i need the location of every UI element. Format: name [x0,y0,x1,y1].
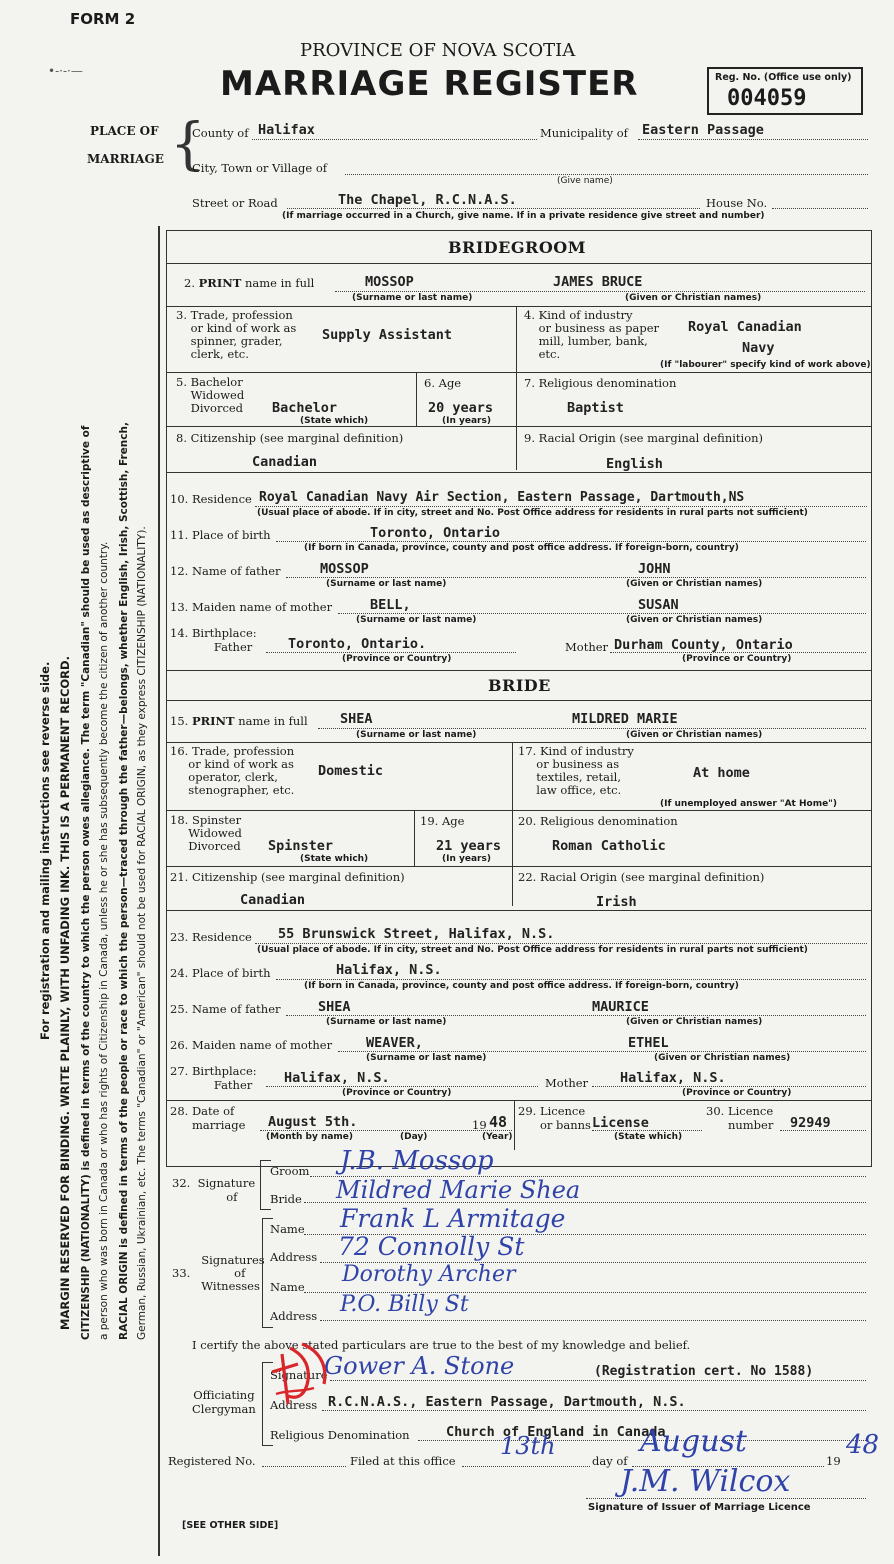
groom-birthplace-label: 11. Place of birth [170,528,271,542]
city-label: City, Town or Village of [192,161,328,175]
bride-religion: Roman Catholic [552,838,666,854]
witness1-address: 72 Connolly St [338,1232,525,1261]
see-other-side: [SEE OTHER SIDE] [182,1520,279,1531]
groom-surname-note: (Surname or last name) [352,293,473,303]
bride-mother-surname: WEAVER, [366,1035,423,1051]
bride-marital-label: 18. Spinster Widowed Divorced [170,813,242,853]
form-text: Racial Origin (see marginal definition) [539,870,765,884]
filed-day: 13th [500,1432,556,1460]
groom-father-birth: Toronto, Ontario. [288,636,427,652]
margin-line-1: For registration and mailing instructions see reverse side. [38,661,52,1040]
street-note: (If marriage occurred in a Church, give name. If in a private residence give street and number) [282,211,765,221]
margin-line-3: CITIZENSHIP (NATIONALITY) is defined in terms of the country to which the person owes allegiance. The term "Canadian" should be used as descriptive of [80,425,92,1340]
municipality-label: Municipality of [540,126,628,140]
groom-marital-label: 5. Bachelor Widowed Divorced [176,375,245,415]
form-number: FORM 2 [70,10,136,28]
groom-given: JAMES BRUCE [553,274,643,290]
form-text: Witnesses [201,1279,260,1293]
place-brace: { [170,112,206,177]
groom-religion-label: 7. Religious denomination [524,376,677,390]
form-text: Trade, profession [191,744,295,758]
form-text: (State which) [614,1132,683,1142]
form-text: clerk, etc. [190,347,249,361]
municipality-value: Eastern Passage [642,122,764,138]
groom-marital-note: (State which) [300,416,369,426]
labourer-note: (If "labourer" specify kind of work above) [660,360,871,370]
groom-residence: Royal Canadian Navy Air Section, Eastern Passage, Dartmouth,NS [259,490,745,505]
bride-marital: Spinster [268,838,334,854]
print-label: PRINT [198,276,242,290]
groom-mother-birth-note: (Province or Country) [682,654,792,664]
form-text: Age [438,376,462,390]
form-text: Widowed [190,388,245,402]
form-text: Kind of industry [539,744,634,758]
groom-mother-label: 13. Maiden name of mother [170,600,333,614]
licence-number: 92949 [790,1115,831,1131]
form-text: Name [270,1280,305,1294]
form-text: Age [441,814,465,828]
house-label: House No. [706,196,768,210]
bride-given: MILDRED MARIE [572,711,678,727]
official-stamp-mark [258,1334,338,1418]
groom-father-birth-note: (Province or Country) [342,654,452,664]
form-text: textiles, retail, [536,770,621,784]
bride-industry-label: 17. Kind of industry or business as textiles, retail, law office, etc. [518,744,634,797]
street-label: Street or Road [192,196,278,210]
groom-signature: J.B. Mossop [340,1146,494,1176]
witness1-name: Frank L Armitage [340,1204,566,1233]
bride-industry: At home [693,765,750,781]
city-note: (Give name) [557,176,613,186]
form-text: or business as [536,757,620,771]
clergyman-address: R.C.N.A.S., Eastern Passage, Dartmouth, N.S. [328,1394,686,1410]
reg-no-box [707,67,863,115]
form-text: day of [592,1454,628,1468]
groom-father-given: JOHN [638,561,671,577]
reg-no-label: Reg. No. (Office use only) [715,72,852,83]
form-text: Signature [197,1176,256,1190]
form-text: Father [213,1078,253,1092]
bride-citizenship: Canadian [240,892,306,908]
groom-mother-given: SUSAN [638,597,679,613]
form-text: etc. [538,347,561,361]
county-value: Halifax [258,122,315,138]
groom-surname: MOSSOP [365,274,414,290]
bride-trade-label: 16. Trade, profession or kind of work as operator, clerk, stenographer, etc. [170,744,295,797]
form-text: Citizenship (see marginal definition) [190,431,404,445]
form-text: Name of father [191,564,281,578]
groom-citizenship-label: 8. Citizenship (see marginal definition) [176,431,404,445]
bride-father-birth: Halifax, N.S. [284,1070,390,1086]
form-text: Registered No. [168,1454,256,1468]
witness2-name: Dorothy Archer [342,1262,516,1287]
form-text: or kind of work as [190,321,297,335]
groom-residence-label: 10. Residence [170,492,252,506]
form-text: of [226,1190,238,1204]
form-text: Place of birth [191,528,271,542]
issuer-label: Signature of Issuer of Marriage Licence [588,1502,811,1513]
unemployed-note: (If unemployed answer "At Home") [660,799,837,809]
binding-line [158,226,160,1556]
form-text: spinner, grader, [190,334,283,348]
county-label: County of [192,126,249,140]
form-text: Address [270,1309,318,1323]
form-text: Father [213,640,253,654]
bride-age: 21 years [436,838,502,854]
form-text: law office, etc. [536,783,622,797]
province-title: PROVINCE OF NOVA SCOTIA [300,40,576,61]
groom-section-title: BRIDEGROOM [448,238,586,257]
groom-birthplaces-label: 14. Birthplace: Father [170,626,257,654]
groom-residence-note: (Usual place of abode. If in city, street and No. Post Office address for residents in rural parts not sufficient) [257,508,808,518]
groom-religion: Baptist [567,400,624,416]
form-text: Kind of industry [538,308,633,322]
form-text: Licence [539,1104,586,1118]
name-in-full-label: name in full [244,276,315,290]
bride-mother-birth-note: (Province or Country) [682,1088,792,1098]
bride-racial: Irish [596,894,637,910]
form-text: Divorced [190,401,244,415]
form-frame [166,230,872,1167]
form-text: Trade, profession [190,308,293,322]
form-text: Birthplace: [191,1064,257,1078]
page-title: MARRIAGE REGISTER [220,64,639,104]
groom-mother-birth-label: Mother [565,640,609,654]
form-text: Address [270,1250,318,1264]
form-text: number [727,1118,774,1132]
groom-marital: Bachelor [272,400,338,416]
groom-father-surname: MOSSOP [320,561,369,577]
form-text: Place of birth [191,966,271,980]
form-text: Religious denomination [539,814,678,828]
bride-father-surname-note: (Surname or last name) [326,1017,447,1027]
registration-cert: (Registration cert. No 1588) [594,1364,814,1379]
bride-mother-surname-note: (Surname or last name) [366,1053,487,1063]
groom-birthplace: Toronto, Ontario [370,525,501,541]
place-label-1: PLACE OF [90,124,159,138]
witness2-address: P.O. Billy St [340,1292,469,1317]
bride-father-given: MAURICE [592,999,649,1015]
bride-signature: Mildred Marie Shea [336,1176,581,1204]
bride-father-birth-note: (Province or Country) [342,1088,452,1098]
groom-age-note: (In years) [442,416,491,426]
form-text: Signatures [201,1253,265,1267]
bride-mother-given-note: (Given or Christian names) [654,1053,791,1063]
groom-industry-label: 4. Kind of industry or business as paper mill, lumber, bank, etc. [524,308,660,361]
form-text: Residence [191,930,252,944]
issuer-signature: J.M. Wilcox [620,1464,791,1499]
form-text: operator, clerk, [188,770,278,784]
groom-father-given-note: (Given or Christian names) [626,579,763,589]
form-text: Date of [191,1104,235,1118]
form-text: Maiden name of mother [191,1038,333,1052]
form-text: (Month by name) [266,1132,354,1142]
form-text: Licence [727,1104,774,1118]
bride-mother-given: ETHEL [628,1035,669,1051]
pencil-mark: •-·-·— [48,64,83,78]
form-text: Citizenship (see marginal definition) [191,870,405,884]
form-text: or kind of work as [188,757,294,771]
form-text: Racial Origin (see marginal definition) [538,431,764,445]
bride-birthplace: Halifax, N.S. [336,962,442,978]
form-text: name in full [238,714,308,728]
bride-birth-note: (If born in Canada, province, county and post office address. If foreign-born, country) [304,981,739,991]
form-text: marriage [191,1118,246,1132]
form-text: Officiating [193,1388,255,1402]
clergyman-signature: Gower A. Stone [324,1352,515,1380]
form-text: PRINT [191,714,235,728]
bride-residence-note: (Usual place of abode. If in city, street and No. Post Office address for residents in rural parts not sufficient) [257,945,808,955]
groom-citizenship: Canadian [252,454,318,470]
form-text: Maiden name of mother [191,600,333,614]
filed-year: 48 [846,1430,880,1460]
groom-trade-label: 3. Trade, profession or kind of work as spinner, grader, clerk, etc. [176,308,297,361]
marriage-year: 48 [489,1113,508,1131]
groom-racial-label: 9. Racial Origin (see marginal definition) [524,431,764,445]
groom-age: 20 years [428,400,494,416]
form-text: of [234,1266,246,1280]
groom-mother-surname: BELL, [370,597,411,613]
bride-surname: SHEA [340,711,373,727]
licence-type: License [592,1115,649,1131]
form-text: Divorced [188,839,241,853]
margin-line-5: RACIAL ORIGIN is defined in terms of the people or race to which the person—traced through the father—belongs, whether English, Irish, Scottish, French, [118,422,130,1340]
form-text: stenographer, etc. [188,783,295,797]
reg-no: 004059 [727,86,807,111]
bride-section-title: BRIDE [488,676,551,695]
form-text: or business as paper [538,321,660,335]
groom-father-surname-note: (Surname or last name) [326,579,447,589]
form-text: mill, lumber, bank, [538,334,648,348]
denomination: Church of England in Canada [446,1424,666,1440]
form-text: Religious Denomination [270,1428,410,1442]
form-text: Residence [191,492,252,506]
bride-surname-note: (Surname or last name) [356,730,477,740]
margin-line-2: MARGIN RESERVED FOR BINDING. WRITE PLAINLY, WITH UNFADING INK. THIS IS A PERMANENT RECORD. [58,656,72,1330]
form-text: Signature [270,1368,328,1382]
groom-mother-surname-note: (Surname or last name) [356,615,477,625]
form-text: Widowed [188,826,242,840]
place-label-2: MARRIAGE [87,152,164,166]
groom-given-note: (Given or Christian names) [625,293,762,303]
bride-mother-birth: Halifax, N.S. [620,1070,726,1086]
bride-father-surname: SHEA [318,999,351,1015]
form-text: Religious denomination [538,376,677,390]
form-text: 19 [826,1454,841,1468]
marriage-date: August 5th. [268,1114,358,1130]
margin-line-6: German, Russian, Ukrainian, etc. The terms "Canadian" or "American" should not be used for RACIAL ORIGIN, as they express CITIZENSHIP (NATIONALITY). [136,526,148,1340]
form-text: Address [270,1398,318,1412]
form-text: Mother [545,1076,589,1090]
groom-age-label: 6. Age [424,376,462,390]
bride-marital-note: (State which) [300,854,369,864]
form-text: Spinster [191,813,242,827]
form-text: or banns [539,1118,591,1132]
groom-industry-2: Navy [742,340,775,356]
groom-mother-birth: Durham County, Ontario [614,637,793,653]
groom-birth-note: (If born in Canada, province, county and post office address. If foreign-born, country) [304,543,739,553]
form-text: 19 [472,1118,487,1132]
certify-text: I certify the above stated particulars are true to the best of my knowledge and belief. [192,1338,691,1352]
form-text: Birthplace: [191,626,257,640]
bride-father-given-note: (Given or Christian names) [626,1017,763,1027]
form-text: (Day) [400,1132,428,1142]
form-text: Groom [270,1164,310,1178]
form-text: Name of father [191,1002,281,1016]
form-text: Bachelor [190,375,243,389]
groom-racial: English [606,456,663,472]
form-text: (Year) [482,1132,513,1142]
groom-trade: Supply Assistant [322,327,453,343]
bride-trade: Domestic [318,763,384,779]
filed-month: August [640,1424,747,1459]
groom-industry-1: Royal Canadian [688,319,802,335]
bride-age-note: (In years) [442,854,491,864]
groom-mother-given-note: (Given or Christian names) [626,615,763,625]
street-value: The Chapel, R.C.N.A.S. [338,192,517,208]
form-text: Name [270,1222,305,1236]
form-text: Bride [270,1192,302,1206]
form-text: Clergyman [192,1402,256,1416]
bride-given-note: (Given or Christian names) [626,730,763,740]
bride-residence: 55 Brunswick Street, Halifax, N.S. [278,926,555,942]
margin-line-4: a person who was born in Canada or who has rights of Citizenship in Canada, unless he or she has subsequently become the citizen of another country. [98,541,110,1340]
groom-father-label: 12. Name of father [170,564,281,578]
form-text: Filed at this office [350,1454,456,1468]
